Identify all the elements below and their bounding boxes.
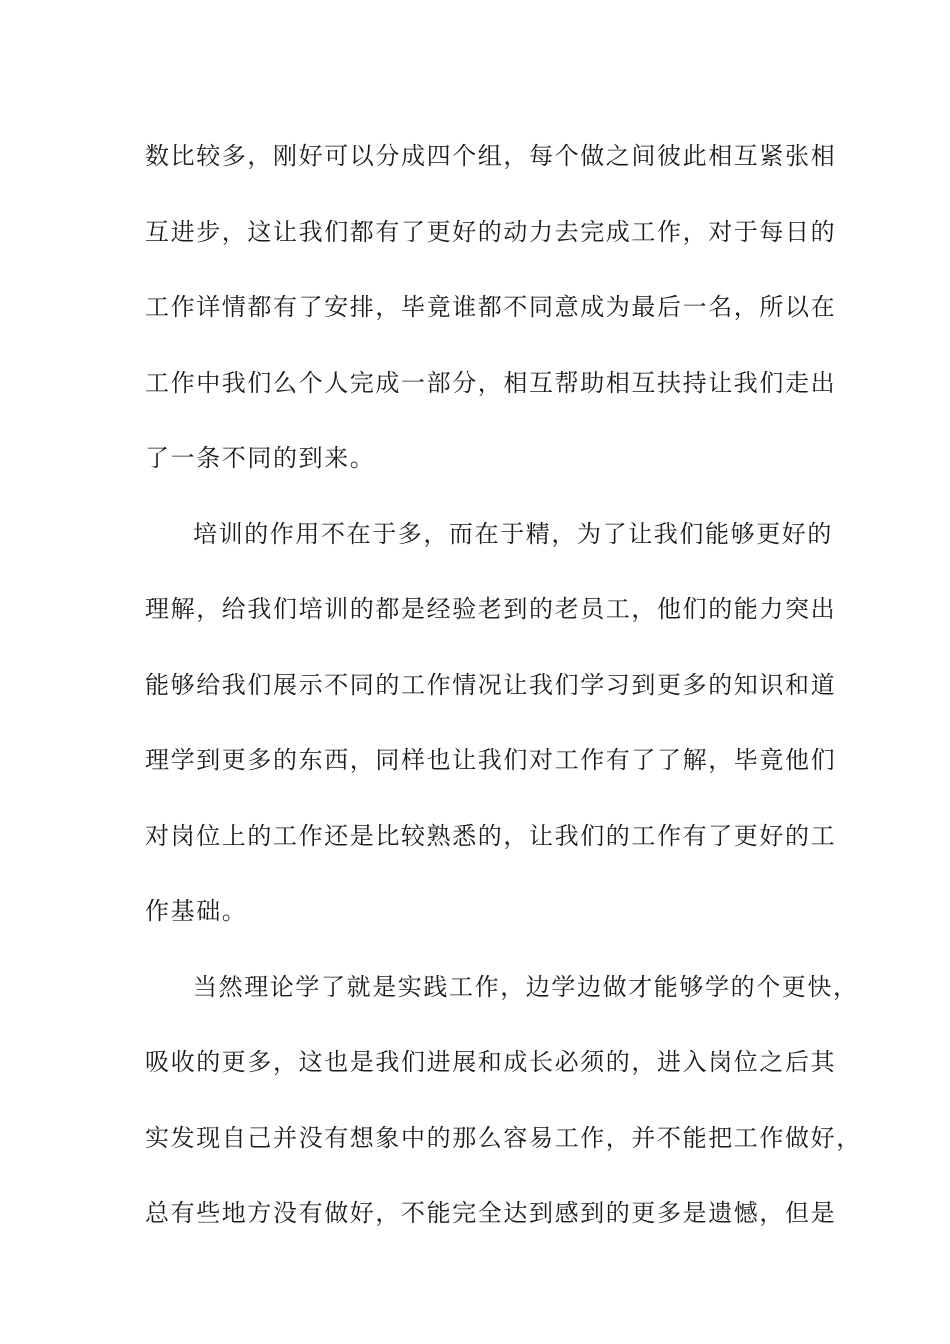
paragraph-first-line: 当然理论学了就是实践工作，边学边做才能够学的个更快， (193, 972, 859, 1001)
text-line: 吸收的更多，这也是我们进展和成长必须的，进入岗位之后其 (145, 1048, 837, 1076)
text-line: 能够给我们展示不同的工作情况让我们学习到更多的知识和道 (145, 670, 837, 699)
text-line: 实发现自己并没有想象中的那么容易工作，并不能把工作做好， (145, 1123, 862, 1152)
text-line: 互进步，这让我们都有了更好的动力去完成工作，对于每日的 (145, 217, 837, 246)
text-line: 理学到更多的东西，同样也让我们对工作有了了解，毕竟他们 (145, 746, 837, 774)
text-line: 作基础。 (145, 897, 248, 925)
text-line: 对岗位上的工作还是比较熟悉的，让我们的工作有了更好的工 (145, 821, 837, 850)
document-body (145, 128, 862, 1261)
text-line: 工作详情都有了安排，毕竟谁都不同意成为最后一名，所以在 (145, 293, 837, 321)
paragraph-first-line: 培训的作用不在于多，而在于精，为了让我们能够更好的 (193, 519, 833, 548)
text-line: 了一条不同的到来。 (145, 444, 376, 472)
text-line: 理解，给我们培训的都是经验老到的老员工，他们的能力突出 (145, 595, 837, 623)
text-line: 工作中我们么个人完成一部分，相互帮助相互扶持让我们走出 (145, 368, 837, 397)
text-line: 总有些地方没有做好，不能完全达到感到的更多是遗憾，但是 (145, 1199, 837, 1227)
text-line: 数比较多，刚好可以分成四个组，每个做之间彼此相互紧张相 (145, 142, 837, 170)
